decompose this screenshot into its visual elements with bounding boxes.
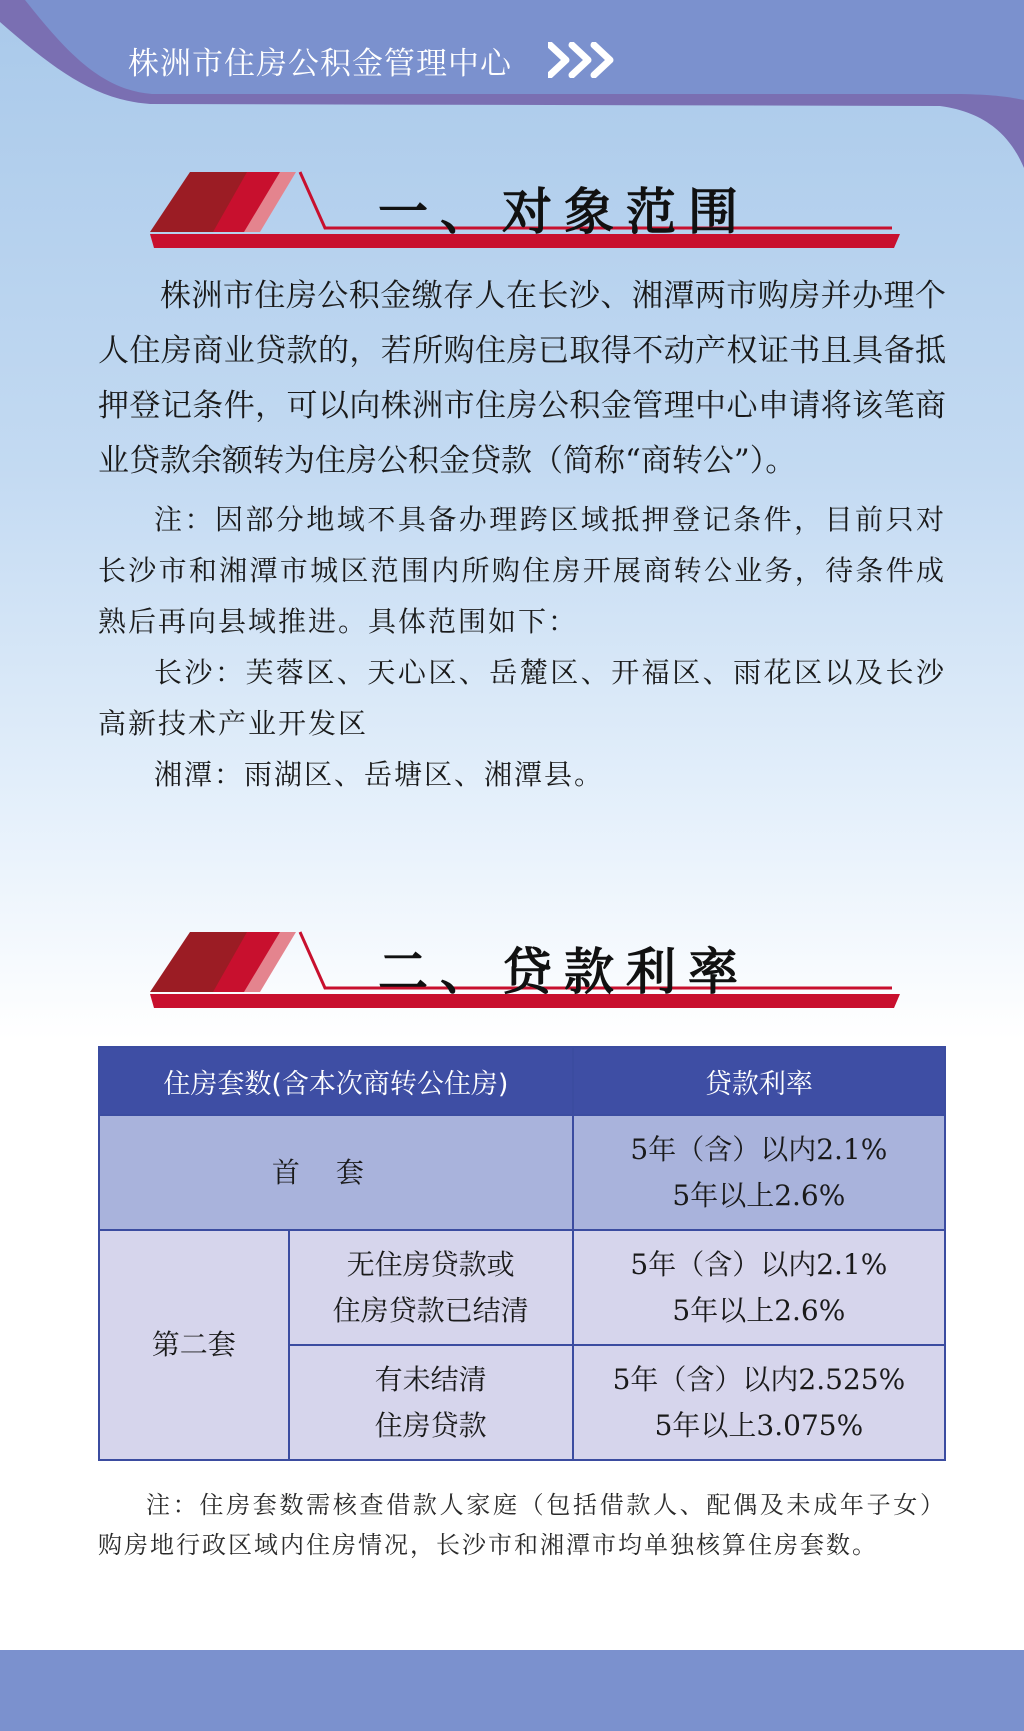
- header-loan-rate: 贷款利率: [573, 1047, 945, 1115]
- rate-line: 5年以上2.6%: [672, 1178, 846, 1212]
- condition-cell: [289, 1230, 573, 1345]
- category-second-label: 第二套: [151, 1328, 236, 1361]
- table-row: [99, 1115, 945, 1230]
- section1-body: [98, 269, 946, 800]
- condition-line: 住房贷款已结清: [332, 1293, 529, 1327]
- header-band: [0, 0, 1024, 170]
- header-title: 株洲市住房公积金管理中心: [128, 46, 512, 82]
- rate-line: 5年以上2.6%: [672, 1293, 846, 1327]
- section1-heading: 一、对象范围: [378, 183, 750, 241]
- section1-note: 注：因部分地域不具备办理跨区域抵押登记条件，目前只对长沙市和湘潭市城区范围内所购住房开展商转公业务，待条件成熟后再向县域推进。具体范围如下：: [98, 503, 946, 638]
- rate-line: 5年以上3.075%: [654, 1408, 864, 1442]
- category-first-label: 首套: [271, 1155, 400, 1189]
- condition-line: 住房贷款: [374, 1408, 487, 1442]
- section1-xiangtan: 湘潭：雨湖区、岳塘区、湘潭县。: [154, 758, 605, 791]
- table-note: 注：住房套数需核查借款人家庭（包括借款人、配偶及未成年子女）购房地行政区域内住房情况，长沙市和湘潭市均单独核算住房套数。: [98, 1491, 946, 1559]
- table-row: [99, 1230, 945, 1345]
- chevron-right-icon: [548, 42, 620, 78]
- rate-line: 5年（含）以内2.1%: [630, 1132, 888, 1166]
- section1-banner: [150, 168, 900, 250]
- condition-cell: [289, 1345, 573, 1460]
- header-housing-count: 住房套数(含本次商转公住房): [99, 1047, 573, 1115]
- rate-cell: [573, 1345, 945, 1460]
- rate-cell: [573, 1115, 945, 1230]
- section2-heading: 二、贷款利率: [378, 943, 750, 1001]
- table-header-row: [99, 1047, 945, 1115]
- condition-line: 有未结清: [374, 1362, 487, 1396]
- footer-band: [0, 1650, 1024, 1731]
- category-second: [99, 1230, 289, 1460]
- rate-line: 5年（含）以内2.525%: [612, 1362, 906, 1396]
- section1-changsha: 长沙：芙蓉区、天心区、岳麓区、开福区、雨花区以及长沙高新技术产业开发区: [98, 656, 946, 740]
- section1-paragraph: 株洲市住房公积金缴存人在长沙、湘潭两市购房并办理个人住房商业贷款的，若所购住房已取得不动产权证书且具备抵押登记条件，可以向株洲市住房公积金管理中心申请将该笔商业贷款余额转为住房公积金贷款（简称“商转公”）。: [98, 278, 946, 479]
- rate-line: 5年（含）以内2.1%: [630, 1247, 888, 1281]
- section2-banner: [150, 928, 900, 1010]
- rate-cell: [573, 1230, 945, 1345]
- header-shape: [0, 0, 1024, 170]
- rate-table: [98, 1046, 946, 1461]
- condition-line: 无住房贷款或: [346, 1247, 515, 1281]
- category-first: [99, 1115, 573, 1230]
